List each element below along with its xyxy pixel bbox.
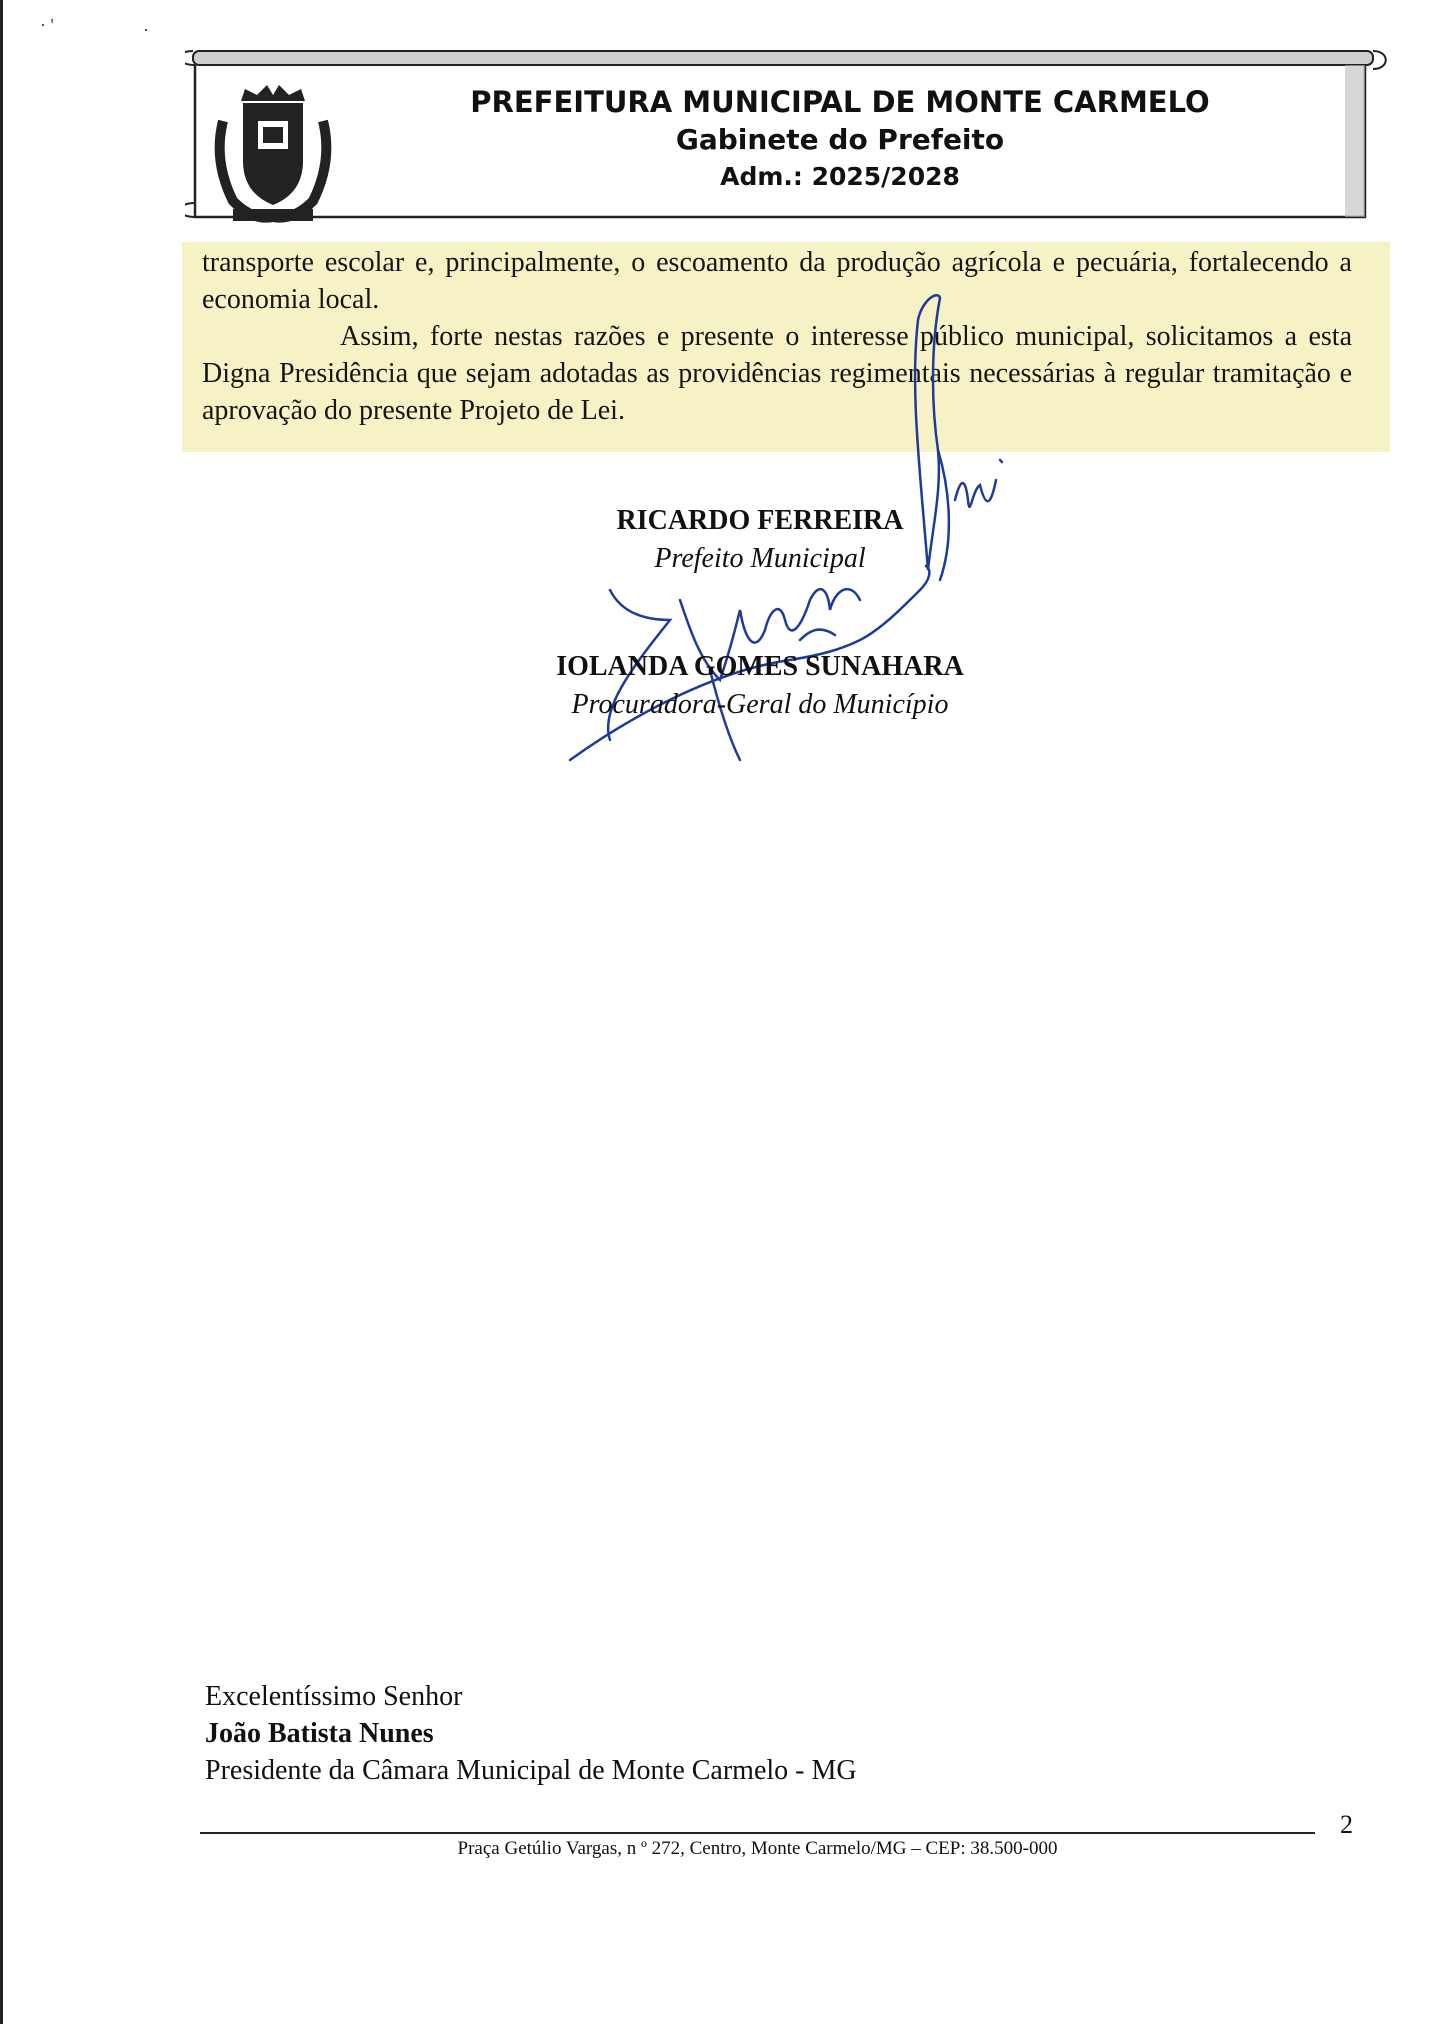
addressee-salutation: Excelentíssimo Senhor: [205, 1681, 463, 1712]
municipality-title: PREFEITURA MUNICIPAL DE MONTE CARMELO: [470, 85, 1210, 119]
signatory-2: [520, 648, 1000, 724]
signatory-2-name: IOLANDA GOMES SUNAHARA: [556, 651, 964, 682]
administration-period: Adm.: 2025/2028: [720, 162, 960, 191]
scan-specks: · ' .: [40, 15, 149, 35]
signatory-1-name: RICARDO FERREIRA: [616, 505, 904, 536]
addressee-title: Presidente da Câmara Municipal de Monte Carmelo - MG: [205, 1755, 857, 1786]
footer-address: Praça Getúlio Vargas, n º 272, Centro, Monte Carmelo/MG – CEP: 38.500-000: [457, 1838, 1058, 1859]
footer-divider: [200, 1832, 1315, 1834]
body-paragraph-1: transporte escolar e, principalmente, o escoamento da produção agrícola e pecuária, fortalecendo a economia local.: [202, 247, 1352, 315]
signatory-1-role: Prefeito Municipal: [654, 543, 866, 574]
addressee-block: [205, 1678, 857, 1789]
signatory-1: [560, 502, 960, 578]
addressee-name: João Batista Nunes: [205, 1718, 434, 1749]
letterhead: [185, 45, 1395, 225]
municipal-crest-icon: [203, 81, 343, 231]
signatory-2-role: Procuradora-Geral do Município: [571, 689, 949, 720]
body-paragraph-2: Assim, forte nestas razões e presente o interesse público municipal, solicitamos a esta Digna Presidência que sejam adotadas as providências regimentais necessárias à regular tramitação e aprovação do presente Projeto de Lei.: [202, 321, 1352, 426]
office-subtitle: Gabinete do Prefeito: [675, 123, 1005, 156]
page-edge-line: [0, 0, 3, 2024]
page-number: 2: [1340, 1810, 1353, 1839]
